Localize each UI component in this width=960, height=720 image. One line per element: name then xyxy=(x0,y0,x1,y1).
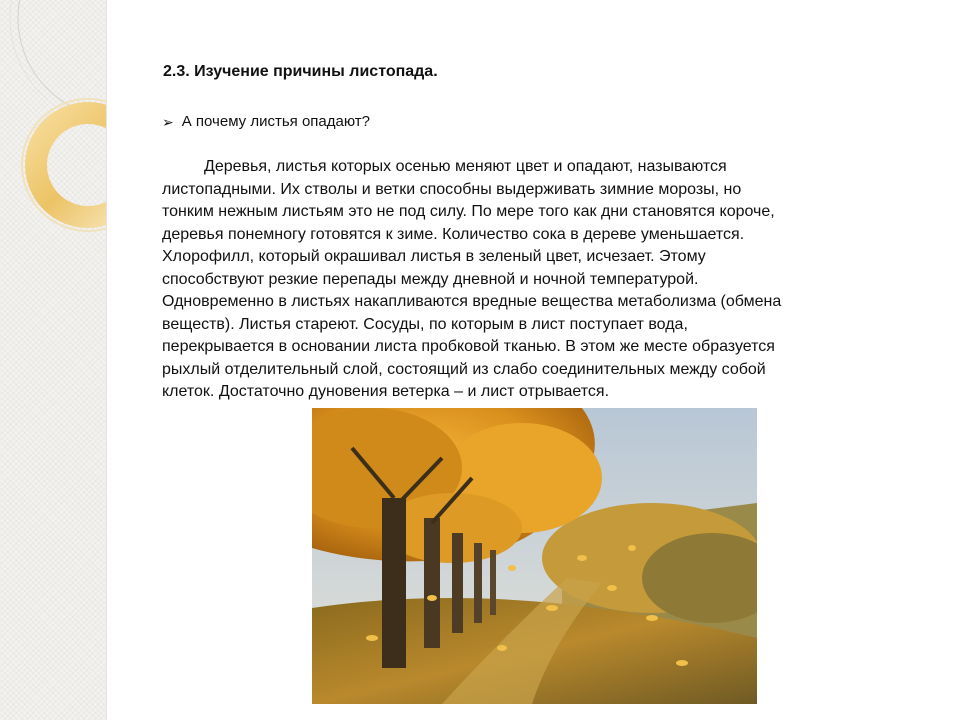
paragraph-line: перекрывается в основании листа пробковой тканью. В этом же месте образуется xyxy=(162,338,775,355)
decorative-rings xyxy=(0,0,106,720)
paragraph-line: способствуют резкие перепады между дневной и ночной температурой. xyxy=(162,270,699,288)
decorative-side-strip xyxy=(0,0,107,720)
paragraph-line: Деревья, листья которых осенью меняют цвет и опадают, называются xyxy=(204,158,727,175)
arrow-bullet-icon: ➢ xyxy=(162,113,174,130)
autumn-trees-photo xyxy=(312,408,757,704)
paragraph-line: веществ). Листья стареют. Сосуды, по которым в лист поступает вода, xyxy=(162,315,688,333)
bullet-question xyxy=(162,113,370,130)
slide-title: 2.3. Изучение причины листопада. xyxy=(163,63,438,80)
paragraph-line: Хлорофилл, который окрашивал листья в зеленый цвет, исчезает. Этому xyxy=(162,248,706,265)
autumn-alley-illustration xyxy=(312,408,757,704)
paragraph-line: Одновременно в листьях накапливаются вредные вещества метаболизма (обмена xyxy=(162,293,782,310)
paragraph-line: деревья понемногу готовятся к зиме. Количество сока в дереве уменьшается. xyxy=(162,225,745,243)
bullet-text: А почему листья опадают? xyxy=(181,113,370,130)
paragraph-line: листопадными. Их стволы и ветки способны выдерживать зимние морозы, но xyxy=(162,180,742,198)
paragraph-line: тонким нежным листьям это не под силу. По мере того как дни становятся короче, xyxy=(162,203,775,220)
paragraph-line: рыхлый отделительный слой, состоящий из слабо соединительных между собой xyxy=(162,360,766,378)
paragraph-line: клеток. Достаточно дуновения ветерка – и лист отрывается. xyxy=(162,383,610,400)
body-paragraph xyxy=(162,156,892,404)
